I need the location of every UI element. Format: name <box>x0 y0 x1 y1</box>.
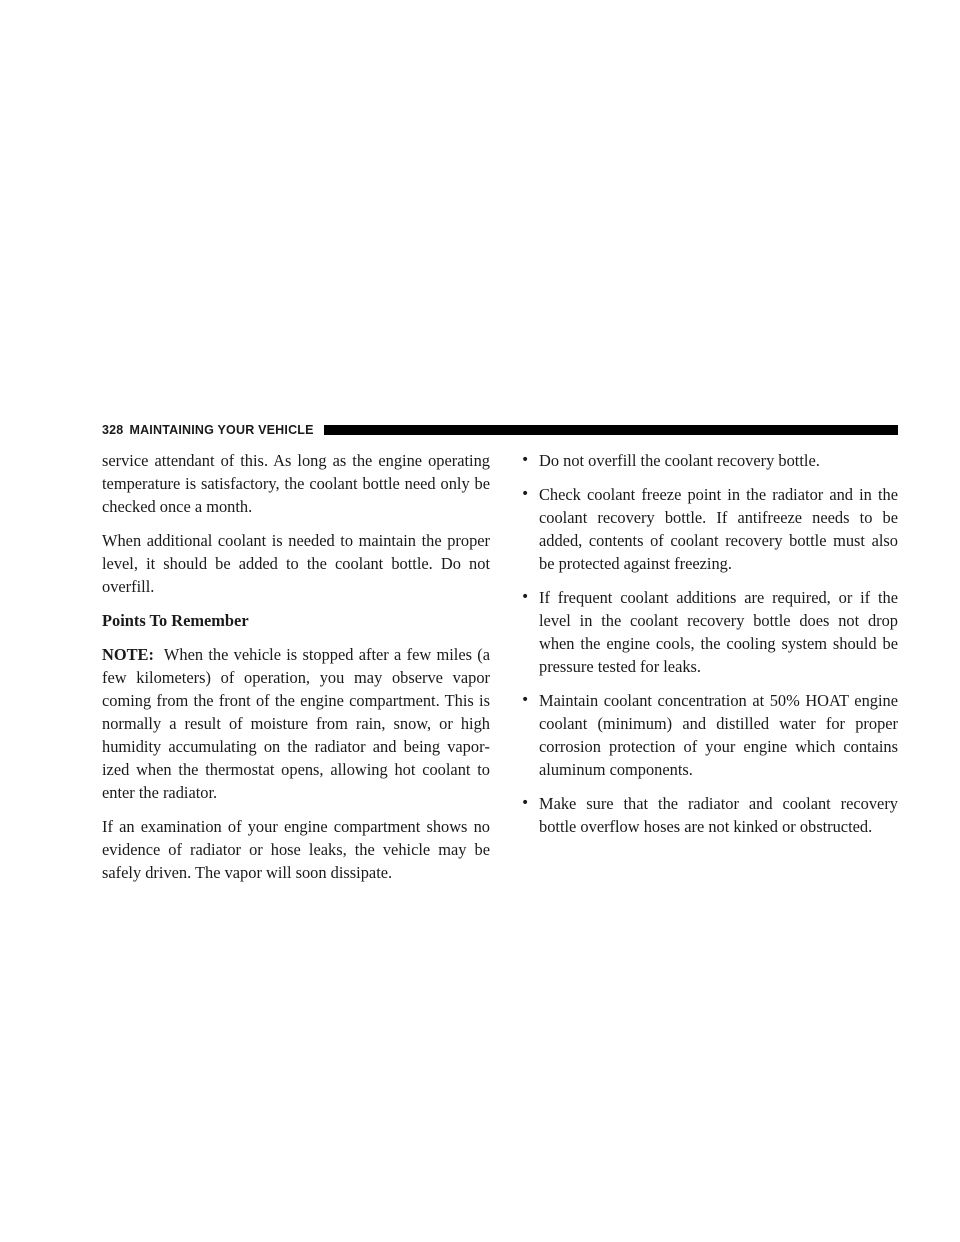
note-label: NOTE: <box>102 645 154 664</box>
list-item-text: Do not overfill the coolant recovery bottle. <box>539 451 820 470</box>
bullet-icon: • <box>521 795 530 811</box>
list-item <box>521 449 898 472</box>
list-item <box>521 792 898 838</box>
list-item-text: If frequent coolant additions are required, or if the level in the coolant recovery bottle does not drop when the engine cools, the cooling system should be pressure tested for leaks. <box>539 588 898 676</box>
bullet-icon: • <box>521 692 530 708</box>
list-item-text: Maintain coolant concentration at 50% HOAT engine coolant (minimum) and distilled water for proper corrosion protection of your engine which contains aluminum components. <box>539 691 898 779</box>
body-paragraph: If an examination of your engine compartment shows no evidence of radiator or hose leaks, the vehicle may be safely driven. The vapor will soon dissipate. <box>102 817 490 882</box>
bullet-icon: • <box>521 486 530 502</box>
note-paragraph <box>102 643 490 804</box>
page-header <box>102 421 898 439</box>
section-title: MAINTAINING YOUR VEHICLE <box>129 423 314 437</box>
body-paragraph: When additional coolant is needed to maintain the proper level, it should be added to the coolant bottle. Do not overfill. <box>102 531 490 596</box>
right-column <box>521 449 898 849</box>
left-column <box>102 449 490 895</box>
list-item <box>521 586 898 678</box>
list-item-text: Check coolant freeze point in the radiator and in the coolant recovery bottle. If antifreeze needs to be added, contents of coolant recovery bottle must also be protected against freezing. <box>539 485 898 573</box>
bullet-list <box>521 449 898 838</box>
bullet-icon: • <box>521 452 530 468</box>
page-number: 328 <box>102 423 124 437</box>
body-paragraph: service attendant of this. As long as the engine operating temperature is satisfactory, the coolant bottle need only be checked once a month. <box>102 451 490 516</box>
subheading-points-to-remember: Points To Remember <box>102 611 249 630</box>
list-item <box>521 689 898 781</box>
header-rule <box>324 425 898 435</box>
list-item <box>521 483 898 575</box>
note-text: When the vehicle is stopped after a few miles (a few kilometers) of operation, you may observe vapor coming from the front of the engine compartment. This is normally a result of moisture from rain, snow, or high humidity accumulating on the radiator and being vaporized when the thermostat opens, allowing hot coolant to enter the radiator. <box>102 645 490 802</box>
bullet-icon: • <box>521 589 530 605</box>
list-item-text: Make sure that the radiator and coolant recovery bottle overflow hoses are not kinked or obstructed. <box>539 794 898 836</box>
